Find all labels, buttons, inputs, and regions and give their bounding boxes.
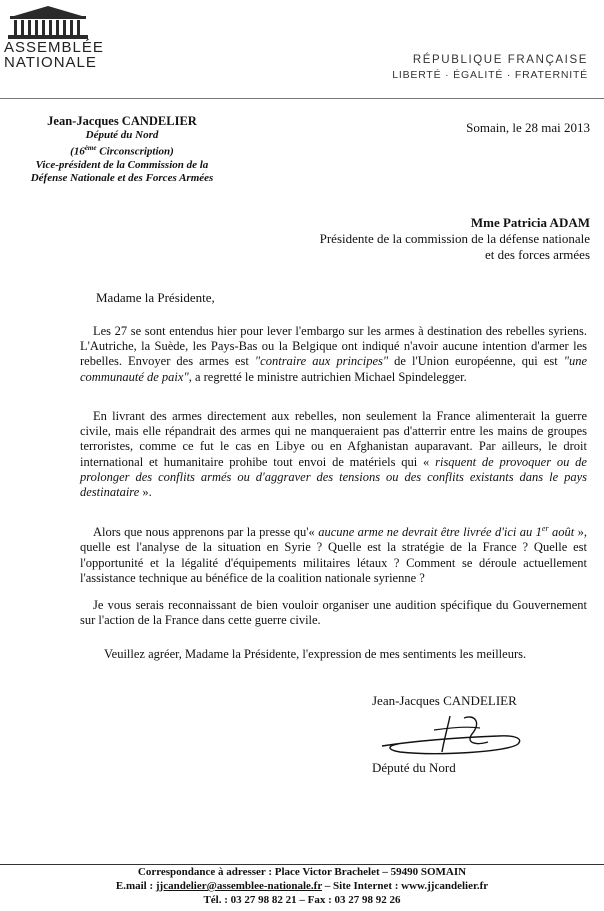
- footer-contact: E.mail : jjcandelier@assemblee-nationale.fr – Site Internet : www.jjcandelier.fr: [115, 880, 489, 892]
- assemblee-nationale-logo: [4, 4, 104, 71]
- footer-phone: Tél. : 03 27 98 82 21 – Fax : 03 27 98 92 26: [203, 894, 401, 906]
- recipient-block: [320, 215, 590, 263]
- header-divider: [0, 98, 604, 99]
- paragraph-3: Alors que nous apprenons par la presse qu'« aucune arme ne devrait être livrée d'ici au 1er août », quelle est l'analyse de la situation en Syrie ? Quelle est la stratégie de la France ? Quelle est l'opportunité et la légalité d'équipements militaires létaux ? Comment se déroule actuellement l'assistance technique au bénéfice de la coalition nationale syrienne ?: [80, 524, 587, 585]
- sender-constituency: (16ème Circonscription): [70, 144, 174, 158]
- recipient-name: Mme Patricia ADAM: [470, 215, 590, 230]
- paragraph-2: En livrant des armes directement aux rebelles, non seulement la France alimenterait la guerre civile, mais elle répandrait des armes qui ne manqueraient pas d'atterrir entre les mains de groupes terroristes, comme ce fut le cas en Libye ou en Afghanistan auparavant. Par ailleurs, le droit international et humanitaire prohibe tout envoi de matériels qui « risquent de provoquer ou de prolonger des conflits armés ou d'aggraver des tensions ou des conflits existants dans le pays destinataire ».: [80, 409, 587, 500]
- republic-header: [392, 54, 588, 81]
- footer-email-link[interactable]: jjcandelier@assemblee-nationale.fr: [155, 880, 323, 892]
- parliament-building-icon: [4, 4, 92, 40]
- recipient-line-1: Présidente de la commission de la défense nationale: [319, 231, 590, 246]
- sender-vice-line-2: Défense Nationale et des Forces Armées: [30, 171, 214, 184]
- paragraph-5: Veuillez agréer, Madame la Présidente, l'expression de mes sentiments les meilleurs.: [104, 647, 527, 661]
- handwritten-signature: [378, 712, 528, 760]
- republic-motto: LIBERTÉ · ÉGALITÉ · FRATERNITÉ: [392, 69, 588, 81]
- logo-line-2: NATIONALE: [4, 54, 97, 71]
- sender-vice-line-1: Vice-président de la Commission de la: [35, 158, 209, 171]
- paragraph-1: Les 27 se sont entendus hier pour lever l'embargo sur les armes à destination des rebelles syriens. L'Autriche, la Suède, les Pays-Bas ou la Belgique ont indiqué n'avoir aucune intention d'armer les rebelles. Envoyer des armes est "contraire aux principes" de l'Union européenne, qui est "une communauté de paix", a regretté le ministre autrichien Michael Spindelegger.: [80, 324, 588, 384]
- footer-address: Correspondance à adresser : Place Victor Brachelet – 59490 SOMAIN: [137, 866, 467, 878]
- republic-title: RÉPUBLIQUE FRANÇAISE: [412, 54, 588, 66]
- letter-date: Somain, le 28 mai 2013: [466, 120, 590, 135]
- salutation: Madame la Présidente,: [96, 290, 215, 305]
- sender-name: Jean-Jacques CANDELIER: [47, 114, 197, 128]
- logo-line-1: ASSEMBLÉE: [4, 39, 104, 56]
- signature-name: Jean-Jacques CANDELIER: [372, 693, 517, 708]
- paragraph-4: Je vous serais reconnaissant de bien vouloir organiser une audition spécifique du Gouvernement sur l'action de la France dans cette guerre civile.: [80, 598, 587, 628]
- sender-role: Député du Nord: [85, 129, 159, 141]
- signature-title: Député du Nord: [372, 760, 456, 775]
- recipient-line-2: et des forces armées: [484, 247, 590, 262]
- sender-block: [22, 115, 222, 185]
- footer: [0, 865, 604, 907]
